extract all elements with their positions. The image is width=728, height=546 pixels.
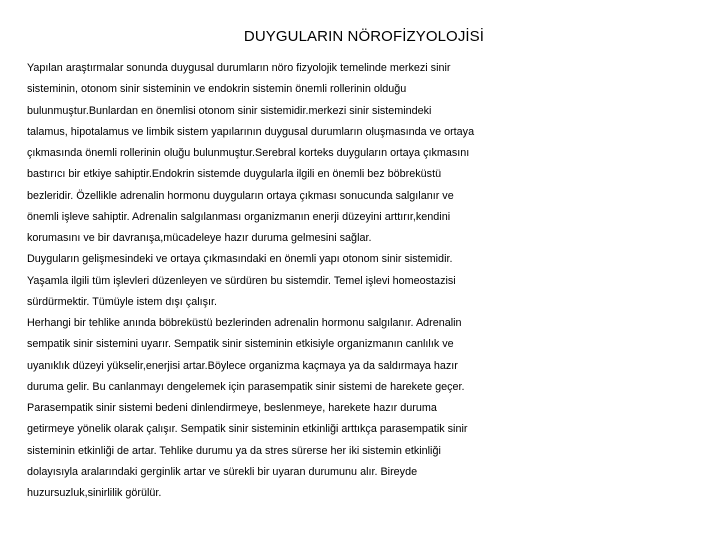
text-line: bulunmuştur.Bunlardan en önemlisi otonom sinir sistemidir.merkezi sinir sistemindeki (27, 104, 432, 117)
text-line: huzursuzluk,sinirlilik görülür. (27, 487, 162, 499)
text-line: Yaşamla ilgili tüm işlevleri düzenleyen ve sürdüren bu sistemdir. Temel işlevi homeostazisi (27, 274, 456, 287)
text-line: bastırıcı bir etkiye sahiptir.Endokrin sistemde duygularla ilgili en önemli bez böbreküstü (27, 168, 442, 181)
slide-title: DUYGULARIN NÖROFİZYOLOJİSİ (243, 28, 485, 45)
text-line: dolayısıyla aralarındaki gerginlik artar ve sürekli bir uyaran durumunu alır. Bireyde (27, 465, 418, 478)
text-line: Herhangi bir tehlike anında böbreküstü bezlerinden adrenalin hormonu salgılanır. Adrenalin (27, 317, 462, 329)
text-line: duruma gelir. Bu canlanmayı dengelemek için parasempatik sinir sistemi de harekete geçer. (27, 380, 465, 393)
text-line: sempatik sinir sistemini uyarır. Sempatik sinir sisteminin etkisiyle organizmanın canlılık ve (27, 338, 454, 351)
text-line: bezleridir. Özellikle adrenalin hormonu duyguların ortaya çıkması sonucunda salgılanır ve (27, 189, 454, 202)
text-line: getirmeye yönelik olarak çalışır. Sempatik sinir sisteminin etkinliği arttıkça parasempatik sinir (27, 423, 468, 436)
text-line: Parasempatik sinir sistemi bedeni dinlendirmeye, beslenmeye, harekete hazır duruma (27, 402, 437, 414)
text-line: korumasını ve bir davranışa,mücadeleye hazır duruma gelmesini sağlar. (27, 232, 372, 244)
text-line: sisteminin etkinliği de artar. Tehlike durumu ya da stres sürerse her iki sistemin etkinliği (27, 444, 441, 457)
text-line: Yapılan araştırmalar sonunda duygusal durumların nöro fizyolojik temelinde merkezi sinir (27, 62, 451, 74)
text-line: sürdürmektir. Tümüyle istem dışı çalışır. (27, 295, 217, 308)
text-line: uyanıklık düzeyi yükselir,enerjisi artar.Böylece organizma kaçmaya ya da saldırmaya hazır (27, 359, 458, 372)
text-line: Duyguların gelişmesindeki ve ortaya çıkmasındaki en önemli yapı otonom sinir sistemidir. (27, 253, 453, 266)
text-line: sisteminin, otonom sinir sisteminin ve endokrin sistemin önemli rollerinin olduğu (27, 83, 407, 96)
text-line: talamus, hipotalamus ve limbik sistem yapılarının duygusal durumların oluşmasında ve ortaya (27, 125, 475, 138)
text-line: önemli işleve sahiptir. Adrenalin salgılanması organizmanın enerji düzeyini arttırır,kendini (27, 210, 451, 223)
slide-body-text (27, 58, 727, 504)
text-line: çıkmasında önemli rollerinin oluğu bulunmuştur.Serebral korteks duyguların ortaya çıkmasını (27, 147, 470, 159)
